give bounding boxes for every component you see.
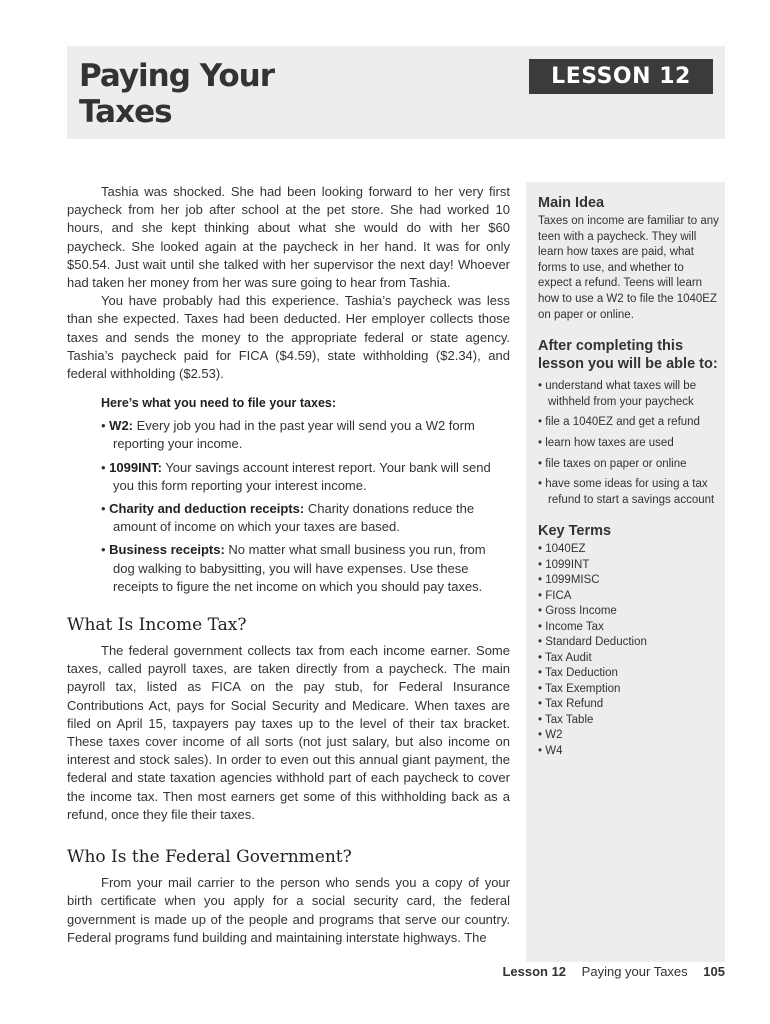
objective-text: learn how taxes are used: [545, 436, 674, 449]
key-term: W2: [545, 729, 563, 742]
page-footer: [502, 964, 725, 980]
key-term-item: • Tax Exemption: [538, 682, 621, 695]
key-term-item: • FICA: [538, 589, 572, 602]
key-term: 1099MISC: [545, 574, 600, 587]
key-term: Tax Refund: [545, 698, 604, 711]
requirement-text: Charity donations reduce the amount of income on which your taxes are based.: [113, 501, 475, 535]
page-title: [79, 58, 274, 130]
key-term: Tax Table: [545, 713, 594, 726]
objective-item: • learn how taxes are used: [538, 436, 674, 449]
key-term-item: • Tax Refund: [538, 698, 604, 711]
key-term-item: • W2: [538, 729, 563, 742]
objective-item: • have some ideas for using a tax refund to start a savings account: [538, 478, 715, 506]
key-term: Income Tax: [545, 620, 604, 633]
key-term: Tax Audit: [545, 651, 592, 664]
requirement-item-w2: • W2: Every job you had in the past year will send you a W2 form reporting your income.: [101, 418, 475, 452]
objective-text: have some ideas for using a tax refund to start a savings account: [545, 478, 715, 506]
key-term-item: • Tax Audit: [538, 651, 592, 664]
title-line-2: Taxes: [79, 94, 172, 130]
key-term: Gross Income: [545, 605, 617, 618]
key-terms-list: [538, 542, 720, 759]
footer-title: Paying your Taxes: [581, 964, 688, 979]
objective-text: understand what taxes will be withheld from your paycheck: [545, 380, 697, 408]
requirement-text: Every job you had in the past year will send you a W2 form reporting your income.: [113, 418, 475, 452]
requirement-term: W2:: [109, 418, 134, 434]
requirement-item-1099int: • 1099INT: Your savings account interest report. Your bank will send you this form reporting your interest income.: [101, 459, 491, 493]
objective-item: • understand what taxes will be withheld from your paycheck: [538, 380, 697, 408]
requirement-term: Business receipts:: [109, 542, 225, 558]
key-term-item: • 1099MISC: [538, 574, 600, 587]
key-term-item: • W4: [538, 744, 563, 757]
objective-item: • file taxes on paper or online: [538, 457, 687, 470]
objective-item: • file a 1040EZ and get a refund: [538, 416, 700, 429]
section-paragraph-income-tax: The federal government collects tax from each income earner. Some taxes, called payroll taxes, are taken directly from a paycheck. The main payroll tax, listed as FICA on the pay stub, for Federal Insurance Contributions Act, pays for Social Security and Medicare. When taxes are filed on April 15, taxpayers pay taxes up to the level of their tax bracket. These taxes cover income of all sorts (not just salary, but also income on interest and stock sales). In order to even out this annual giant payment, the federal and state taxation agencies withhold part of each paycheck to cover the income tax. Then most earners get some of this withholding back as a refund, once they file their taxes.: [67, 643, 510, 822]
key-terms-heading: Key Terms: [538, 523, 612, 540]
key-term: Tax Deduction: [545, 667, 618, 680]
requirement-term: 1099INT:: [109, 459, 162, 475]
main-idea-heading: Main Idea: [538, 195, 605, 211]
lesson-badge: LESSON 12: [529, 59, 713, 94]
main-idea-text: Taxes on income are familiar to any teen with a paycheck. They will learn how taxes are paid, what forms to use, and whether to expect a refund. Teens will learn how to use a W2 to file the 1040EZ on paper or online.: [538, 215, 719, 321]
key-term-item: • Gross Income: [538, 605, 617, 618]
objective-text: file a 1040EZ and get a refund: [545, 416, 700, 429]
key-term: 1040EZ: [545, 543, 586, 556]
main-column: [67, 183, 510, 947]
key-term-item: • Tax Table: [538, 713, 594, 726]
requirement-text: No matter what small business you run, from dog walking to babysitting, you will have expenses. Use these receipts to figure the net income on which you should pay taxes.: [113, 542, 486, 594]
key-term-item: • Standard Deduction: [538, 636, 647, 649]
requirement-text: Your savings account interest report. Your bank will send you this form reporting your interest income.: [113, 459, 491, 493]
page-number: 105: [703, 964, 725, 979]
requirement-item-charity: • Charity and deduction receipts: Charity donations reduce the amount of income on which your taxes are based.: [101, 501, 475, 535]
requirement-item-business: • Business receipts: No matter what small business you run, from dog walking to babysitting, you will have expenses. Use these receipts to figure the net income on which you should pay taxes.: [101, 542, 486, 594]
requirements-list: [67, 417, 510, 596]
section-heading-federal-government: Who Is the Federal Government?: [67, 847, 352, 868]
objective-text: file taxes on paper or online: [545, 457, 687, 470]
requirement-term: Charity and deduction receipts:: [109, 501, 305, 517]
intro-paragraph-2: You have probably had this experience. Tashia’s paycheck was less than she expected. Taxes had been deducted. Her employer collects those taxes and sends the money to the appropriate federal or state agency. Tashia’s paycheck paid for FICA ($4.59), state withholding ($2.34), and federal withholding ($2.53).: [67, 293, 510, 382]
key-term: Tax Exemption: [545, 682, 621, 695]
key-term-item: • 1040EZ: [538, 543, 586, 556]
header-band: [67, 46, 725, 139]
objectives-heading: After completing this lesson you will be able to:: [538, 338, 718, 373]
key-term-item: • 1099INT: [538, 558, 590, 571]
intro-paragraph-1: Tashia was shocked. She had been looking forward to her very first paycheck from her job after school at the pet store. She had worked 10 hours, and she kept thinking about what she would do with her $60 paycheck. She looked again at the paycheck in her hand. It was for only $50.54. Just wait until she talked with her supervisor the next day! Whoever had taken her money from her was sure going to hear from Tashia.: [67, 184, 510, 291]
sidebar: [526, 182, 725, 962]
objectives-list: [538, 379, 720, 508]
key-term-item: • Tax Deduction: [538, 667, 618, 680]
key-term: W4: [545, 744, 563, 757]
section-paragraph-federal-government: From your mail carrier to the person who sends you a copy of your birth certificate when you apply for a social security card, the federal government is made up of the people and programs that serve our country. Federal programs fund building and maintaining interstate highways. The: [67, 875, 510, 945]
title-line-1: Paying Your: [79, 58, 274, 94]
key-term: Standard Deduction: [545, 636, 647, 649]
section-heading-income-tax: What Is Income Tax?: [67, 615, 247, 636]
key-term-item: • Income Tax: [538, 620, 604, 633]
key-term: FICA: [545, 589, 572, 602]
requirements-heading: Here’s what you need to file your taxes:: [101, 396, 337, 411]
footer-lesson: Lesson 12: [502, 964, 567, 979]
key-term: 1099INT: [545, 558, 590, 571]
